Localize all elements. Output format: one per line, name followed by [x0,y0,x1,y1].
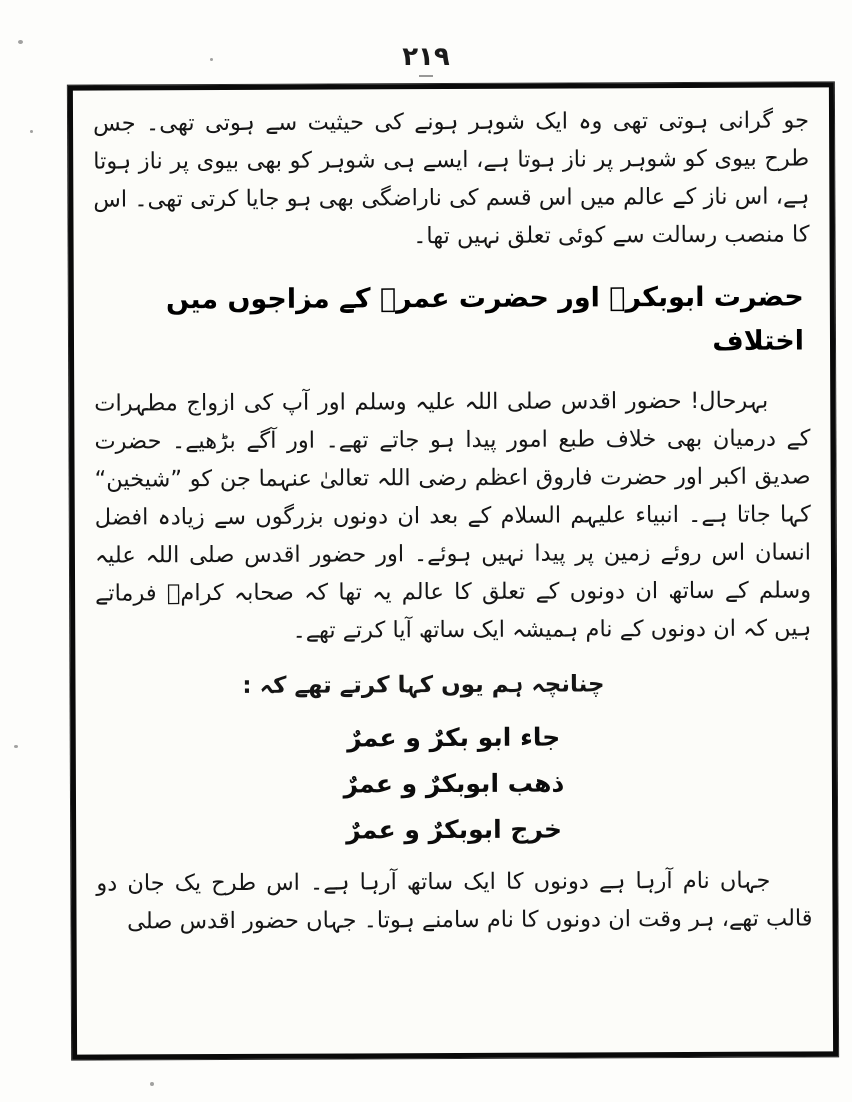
body-paragraph: بہرحال! حضور اقدس صلی اللہ علیہ وسلم اور آپ کی ازواج مطہرات کے درمیان بھی خلاف طبع امور پیدا ہو جاتے تھے۔ اور آگے بڑھیے۔ حضرت صدیق اکبر اور حضرت فاروق اعظم رضی اللہ تعالیٰ عنہما جن کو ”شیخین“ کہا جاتا ہے۔ انبیاء علیہم السلام کے بعد ان دونوں بزرگوں سے زیادہ افضل انسان اس روئے زمین پر پیدا نہیں ہوئے۔ اور حضور اقدس صلی اللہ علیہ وسلم کے ساتھ ان دونوں کے تعلق کا عالم یہ تھا کہ صحابہ کرامؓ فرماتے ہیں کہ ان دونوں کے نام ہمیشہ ایک ساتھ آیا کرتے تھے۔ [94,387,812,644]
scan-speck [150,1082,154,1086]
scan-speck [14,745,18,748]
lead-in-line: چنانچہ ہم یوں کہا کرتے تھے کہ : [242,671,605,699]
opening-paragraph: جو گرانی ہوتی تھی وہ ایک شوہر ہونے کی حیثیت سے ہوتی تھی۔ جس طرح بیوی کو شوہر پر ناز ہوتا ہے، ایسے ہی شوہر کو بھی بیوی پر ناز ہوتا ہے، اس ناز کے عالم میں اس قسم کی ناراضگی بھی ہو جایا کرتی تھی۔ اس کا منصب رسالت سے کوئی تعلق نہیں تھا۔ [92,107,810,250]
content-frame [68,82,838,1059]
verse-line: جاء ابو بکرٌ و عمرٌ [347,722,561,753]
page-number: ٢١٩ [0,42,852,77]
section-heading: حضرت ابوبکرؓ اور حضرت عمرؓ کے مزاجوں میں اختلاف [165,281,805,357]
verse-block [96,713,813,854]
verse-line: ذهب ابوبکرٌ و عمرٌ [343,768,565,799]
verse-line: خرج ابوبکرٌ و عمرٌ [346,814,563,845]
closing-paragraph: جہاں نام آرہا ہے دونوں کا ایک ساتھ آرہا ہے۔ اس طرح یک جان دو قالب تھے، ہر وقت ان دونوں کا نام سامنے ہوتا۔ جہاں حضور اقدس صلی [96,867,813,935]
scan-speck [30,130,33,133]
